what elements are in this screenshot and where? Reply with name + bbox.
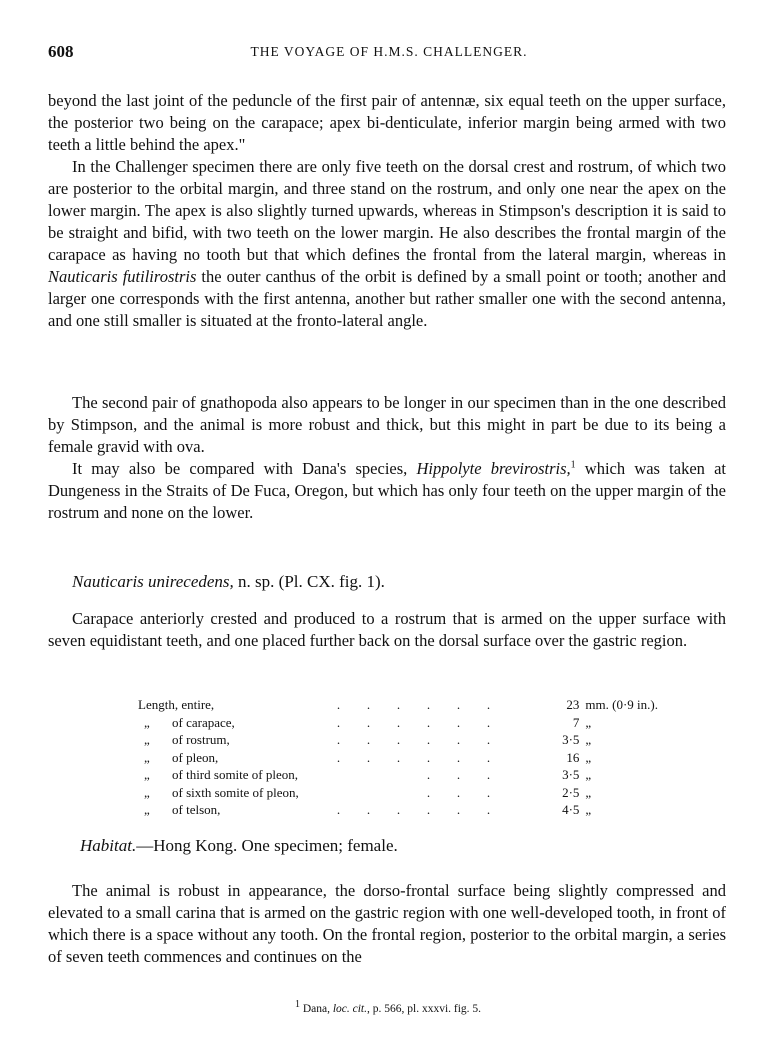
ditto-mark: „ bbox=[144, 714, 150, 730]
footnote-marker: 1 bbox=[570, 459, 576, 471]
leader-dot: . bbox=[336, 802, 341, 817]
measurement-value: 23 bbox=[566, 697, 580, 712]
measurement-unit: „ bbox=[585, 784, 592, 800]
paragraph-gnathopoda: The second pair of gnathopoda also appears to be longer in our specimen than in the one described by Stimpson, and the animal is more robust and thick, but this might in part be due to its being a female gravid with ova. bbox=[48, 393, 726, 456]
leader-dot: . bbox=[336, 749, 341, 765]
measurement-label bbox=[138, 801, 323, 819]
habitat-line bbox=[80, 836, 398, 856]
paragraph-continuation: beyond the last joint of the peduncle of the first pair of antennæ, six equal teeth on the upper surface, the posterior two being on the carapace; apex bi-denticulate, inferior margin being armed with two teeth a little behind the apex." bbox=[48, 91, 726, 154]
measurement-label bbox=[138, 749, 323, 767]
measurement-value: 4·5 bbox=[562, 802, 580, 817]
measurement-value: 16 bbox=[566, 749, 580, 765]
measurement-unit: „ bbox=[585, 732, 592, 747]
measurement-name: of rostrum, bbox=[172, 732, 230, 747]
leader-dot: . bbox=[456, 732, 461, 747]
measurement-value: 3·5 bbox=[562, 732, 580, 747]
measurement-name: of sixth somite of pleon, bbox=[172, 784, 299, 800]
leader-dots bbox=[323, 766, 553, 784]
leader-dot: . bbox=[456, 802, 461, 817]
measurement-value: 7 bbox=[572, 714, 580, 730]
measurement-unit: „ bbox=[585, 802, 592, 817]
leader-dot: . bbox=[486, 732, 491, 747]
leader-dot: . bbox=[336, 697, 341, 712]
leader-dot: . bbox=[426, 802, 431, 817]
species-heading bbox=[72, 572, 385, 592]
measurement-row bbox=[138, 714, 658, 732]
habitat-text: —Hong Kong. One specimen; female. bbox=[136, 836, 398, 855]
paragraph-2-text-a: In the Challenger specimen there are only five teeth on the dorsal crest and rostrum, of which two are posterior to the orbital margin, and three stand on the rostrum, and only one near the apex on the lower margin. The apex is also slightly turned upwards, whereas in Stimpson's description it is said to be straight and bifid, with two teeth on the lower margin. He also describes the frontal margin of the carapace as having no tooth but that which defines the frontal from the lateral margin, whereas in bbox=[48, 157, 726, 264]
leader-dots bbox=[323, 714, 553, 732]
leader-dots bbox=[323, 696, 553, 714]
measurement-unit: „ bbox=[585, 749, 592, 765]
leader-dot: . bbox=[486, 767, 491, 782]
measurements-table bbox=[138, 696, 658, 819]
paragraph-challenger-specimen bbox=[48, 156, 726, 332]
leader-dot: . bbox=[366, 697, 371, 712]
paragraph-animal-description: The animal is robust in appearance, the dorso-frontal surface being slightly compressed and elevated to a small carina that is armed on the gastric region with one well-developed tooth, in front of which there is a space without any tooth. On the frontal region, posterior to the orbital margin, a series of seven teeth commences and continues on the bbox=[48, 881, 726, 966]
measurement-unit: mm. (0·9 in.). bbox=[585, 697, 658, 712]
leader-dot: . bbox=[456, 767, 461, 782]
measurement-row bbox=[138, 801, 658, 819]
leader-dot: . bbox=[366, 749, 371, 765]
measurement-row bbox=[138, 731, 658, 749]
measurement-name: of carapace, bbox=[172, 714, 235, 730]
paragraph-carapace-description: Carapace anteriorly crested and produced to a rostrum that is armed on the upper surface with seven equidistant teeth, and one placed further back on the dorsal surface over the gastric region. bbox=[48, 609, 726, 650]
measurement-row bbox=[138, 766, 658, 784]
measurement-row bbox=[138, 696, 658, 714]
ditto-mark: „ bbox=[144, 749, 150, 765]
measurement-value: 2·5 bbox=[562, 784, 580, 800]
leader-dot: . bbox=[336, 732, 341, 747]
leader-dot: . bbox=[456, 749, 461, 765]
leader-dot: . bbox=[426, 732, 431, 747]
leader-dot: . bbox=[456, 714, 461, 730]
ditto-mark: „ bbox=[144, 802, 150, 817]
leader-dot: . bbox=[486, 714, 491, 730]
footnote-text-a: Dana, bbox=[299, 1003, 333, 1015]
page-number: 608 bbox=[48, 42, 74, 61]
leader-dot: . bbox=[396, 802, 401, 817]
measurement-value: 3·5 bbox=[562, 767, 580, 782]
leader-dots bbox=[323, 784, 553, 802]
species-heading-name: Nauticaris unirecedens, bbox=[72, 572, 234, 591]
leader-dot: . bbox=[366, 732, 371, 747]
ditto-mark: „ bbox=[144, 784, 150, 800]
species-name-italic: Nauticaris futilirostris bbox=[48, 267, 197, 286]
leader-dot: . bbox=[486, 784, 491, 800]
leader-dots bbox=[323, 801, 553, 819]
measurement-label bbox=[138, 731, 323, 749]
paragraph-4-text-b: which was taken at Dungeness in the Straits of De Fuca, Oregon, but which has only four teeth on the upper margin of the rostrum and none on the lower. bbox=[48, 459, 726, 522]
measurement-label bbox=[138, 714, 323, 732]
leader-dot: . bbox=[456, 784, 461, 800]
leader-dot: . bbox=[396, 749, 401, 765]
running-title: THE VOYAGE OF H.M.S. CHALLENGER. bbox=[250, 44, 528, 59]
paragraph-2-text-b: the outer canthus of the orbit is defined by a small point or tooth; another and larger one corresponds with the first antenna, another but rather smaller one with the second antenna, and one still smaller is situated at the fronto-lateral angle. bbox=[48, 267, 726, 330]
leader-dot: . bbox=[396, 732, 401, 747]
page-header bbox=[48, 42, 730, 66]
footnote-citation-italic: loc. cit. bbox=[332, 1003, 367, 1015]
paragraph-4-text-a: It may also be compared with Dana's species, bbox=[72, 459, 417, 478]
footnote-number: 1 bbox=[294, 999, 300, 1011]
measurement-name: of pleon, bbox=[172, 749, 219, 765]
measurement-name: of third somite of pleon, bbox=[172, 767, 299, 782]
leader-dot: . bbox=[396, 697, 401, 712]
ditto-mark: „ bbox=[144, 767, 150, 782]
measurement-label bbox=[138, 766, 323, 784]
ditto-mark: „ bbox=[144, 732, 150, 747]
measurement-row bbox=[138, 784, 658, 802]
leader-dot: . bbox=[396, 714, 401, 730]
leader-dot: . bbox=[366, 714, 371, 730]
paragraph-dana-species bbox=[48, 458, 726, 524]
leader-dot: . bbox=[456, 697, 461, 712]
measurement-row bbox=[138, 749, 658, 767]
leader-dot: . bbox=[336, 714, 341, 730]
leader-dot: . bbox=[486, 697, 491, 712]
leader-dot: . bbox=[366, 802, 371, 817]
measurement-label bbox=[138, 696, 323, 714]
leader-dot: . bbox=[426, 784, 431, 800]
measurement-name: of telson, bbox=[172, 802, 221, 817]
measurement-unit: „ bbox=[585, 714, 592, 730]
habitat-label: Habitat. bbox=[80, 836, 137, 855]
leader-dot: . bbox=[426, 767, 431, 782]
measurement-unit: „ bbox=[585, 767, 592, 782]
species-heading-rest: n. sp. (Pl. CX. fig. 1). bbox=[233, 572, 385, 591]
measurement-prefix: Length, entire, bbox=[138, 697, 215, 712]
leader-dot: . bbox=[486, 802, 491, 817]
leader-dot: . bbox=[426, 697, 431, 712]
measurement-label bbox=[138, 784, 323, 802]
leader-dots bbox=[323, 731, 553, 749]
leader-dot: . bbox=[426, 749, 431, 765]
leader-dot: . bbox=[486, 749, 491, 765]
species-name-italic: Hippolyte brevirostris, bbox=[416, 459, 571, 478]
footnote-text-b: , p. 566, pl. xxxvi. fig. 5. bbox=[367, 1003, 482, 1015]
leader-dots bbox=[323, 749, 553, 767]
leader-dot: . bbox=[426, 714, 431, 730]
footnote bbox=[0, 999, 776, 1015]
